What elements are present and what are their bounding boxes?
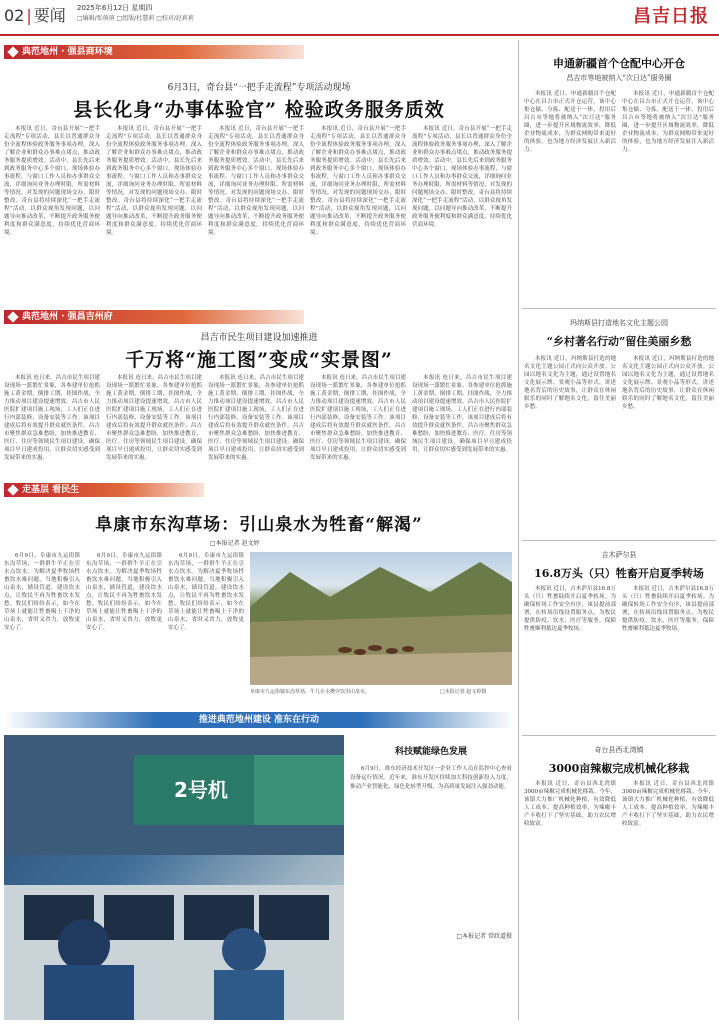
story2-column-3: 本报讯 连日来，昌吉市民生项目建设现场一派繁忙景象，各参建单位抢抓施工黄金期，倒排工期、挂图作战，全力推动项目建设提速增效。昌吉市人民医院扩建项目施工现场，工人们正在进行内部装修、设备安装等工作。该项目建成后将有效提升群众就医条件。昌吉市聚焦群众急难愁盼，加快推进教育、医疗、住房等领域民生项目建设，确保项目早日建成投用，让群众切实感受到发展带来的实惠。	[208, 375, 304, 461]
column-divider	[518, 40, 519, 1020]
page-number: 02 | 要闻	[4, 6, 66, 25]
story3-column-3: 6月9日，阜康市九运街镇东沟草场，一群群牛羊正在引水点饮水。为解决夏季牧场牲畜饮水难问题，当地积极引入山泉水，铺设管道，建设饮水点，让牧民不再为牲畜饮水发愁。牧民们纷纷表示，如今在草场上就能让牲畜喝上干净的山泉水，省时又省力，放牧更安心了。	[168, 553, 244, 631]
story2-kicker: 昌吉市民生项目建设加速推进	[200, 333, 318, 343]
side3-headline: 16.8万头（只）牲畜开启夏季转场	[534, 567, 704, 580]
story3-byline: □本报记者 赵文婷	[210, 540, 260, 547]
story4-box	[350, 740, 512, 1020]
side3-column-2: 本报讯 近日，吉木萨尔县16.8万头（只）牲畜陆续开启夏季转场。为确保转场工作安全有序，该县提前部署，在转场沿线设置服务点，为牧民提供防疫、饮水、医疗等服务，保障牲畜顺利抵达夏季牧场。	[622, 586, 714, 632]
section-banner-3: 走基层 看民生	[4, 483, 204, 497]
story3-photo-caption: 阜康市九运街镇东沟草场，牛儿在水槽旁饮用山泉水。	[250, 689, 371, 695]
story2-column-4: 本报讯 连日来，昌吉市民生项目建设现场一派繁忙景象，各参建单位抢抓施工黄金期，倒排工期、挂图作战，全力推动项目建设提速增效。昌吉市人民医院扩建项目施工现场，工人们正在进行内部装修、设备安装等工作。该项目建成后将有效提升群众就医条件。昌吉市聚焦群众急难愁盼，加快推进教育、医疗、住房等领域民生项目建设，确保项目早日建成投用，让群众切实感受到发展带来的实惠。	[310, 375, 406, 461]
story1-column-1: 本报讯 近日，奇台县开展“一把手走流程”专项活动，县长以普通群众身份全流程体验政务服务事项办理，深入了解企业和群众办事难点堵点，推动政务服务提质增效。活动中，县长先后来到政务服务中心多个窗口，现场体验办事流程，与窗口工作人员和办事群众交流，详细询问业务办理时限、所需材料等情况，对发现的问题现场交办、限时整改。奇台县将持续深化“一把手走流程”活动，以群众视角发现问题，以问题导向推动改革，不断提升政务服务便利度和群众满意度，持续优化营商环境。	[4, 126, 100, 236]
story1-column-5: 本报讯 近日，奇台县开展“一把手走流程”专项活动，县长以普通群众身份全流程体验政务服务事项办理，深入了解企业和群众办事难点堵点，推动政务服务提质增效。活动中，县长先后来到政务服务中心多个窗口，现场体验办事流程，与窗口工作人员和办事群众交流，详细询问业务办理时限、所需材料等情况，对发现的问题现场交办、限时整改。奇台县将持续深化“一把手走流程”活动，以群众视角发现问题，以问题导向推动改革，不断提升政务服务便利度和群众满意度，持续优化营商环境。	[412, 126, 512, 228]
side4-column-2: 本报讯 近日，奇台县西北湾镇3000亩辣椒完成机械化移栽。今年，该镇大力推广机械化种植，有效降低人工成本，提高种植效率，为辣椒丰产丰收打下了坚实基础，助力农民增收致富。	[622, 781, 714, 827]
story4-box-text: 6月9日，准东经济技术开发区一企业工作人员在监控中心查看设备运行情况。近年来，准东开发区持续加大科技创新投入力度，推动产业智能化、绿色化转型升级，为高质量发展注入强劲动能。	[350, 766, 512, 790]
editor-credits: □编辑/张萌萌 □组版/杜慧莉 □校对/赵莉莉	[77, 15, 194, 22]
story2-headline: 千万将“施工图”变成“实景图”	[125, 349, 393, 371]
story4-box-credit: □本报记者 常政道摄	[456, 933, 512, 940]
mountain-landscape-image	[250, 552, 512, 685]
story1-headline: 县长化身“办事体验官” 检验政务服务质效	[73, 99, 445, 121]
side2-column-2: 本报讯 近日，玛纳斯县打造的地名文化主题公园正式向公众开放。公园以地名文化为主题，通过设置地名文化展示牌、景观小品等形式，讲述地名背后的历史故事，让群众在休闲娱乐的同时了解地名文化，留住美丽乡愁。	[622, 356, 714, 410]
story1-column-4: 本报讯 近日，奇台县开展“一把手走流程”专项活动，县长以普通群众身份全流程体验政务服务事项办理，深入了解企业和群众办事难点堵点，推动政务服务提质增效。活动中，县长先后来到政务服务中心多个窗口，现场体验办事流程，与窗口工作人员和办事群众交流，详细询问业务办理时限、所需材料等情况，对发现的问题现场交办、限时整改。奇台县将持续深化“一把手走流程”活动，以群众视角发现问题，以问题导向推动改革，不断提升政务服务便利度和群众满意度，持续优化营商环境。	[310, 126, 406, 236]
pasture-photo	[250, 552, 512, 685]
section-banner-2: 典范地州 · 强昌吉州府	[4, 310, 304, 324]
side4-headline: 3000亩辣椒完成机械化移栽	[548, 762, 690, 775]
story2-column-1: 本报讯 连日来，昌吉市民生项目建设现场一派繁忙景象，各参建单位抢抓施工黄金期，倒排工期、挂图作战，全力推动项目建设提速增效。昌吉市人民医院扩建项目施工现场，工人们正在进行内部装修、设备安装等工作。该项目建成后将有效提升群众就医条件。昌吉市聚焦群众急难愁盼，加快推进教育、医疗、住房等领域民生项目建设，确保项目早日建成投用，让群众切实感受到发展带来的实惠。	[4, 375, 100, 461]
story1-column-2: 本报讯 近日，奇台县开展“一把手走流程”专项活动，县长以普通群众身份全流程体验政务服务事项办理，深入了解企业和群众办事难点堵点，推动政务服务提质增效。活动中，县长先后来到政务服务中心多个窗口，现场体验办事流程，与窗口工作人员和办事群众交流，详细询问业务办理时限、所需材料等情况，对发现的问题现场交办、限时整改。奇台县将持续深化“一把手走流程”活动，以群众视角发现问题，以问题导向推动改革，不断提升政务服务便利度和群众满意度，持续优化营商环境。	[106, 126, 202, 236]
story3-column-2: 6月9日，阜康市九运街镇东沟草场，一群群牛羊正在引水点饮水。为解决夏季牧场牲畜饮水难问题，当地积极引入山泉水，铺设管道，建设饮水点，让牧民不再为牲畜饮水发愁。牧民们纷纷表示，如今在草场上就能让牲畜喝上干净的山泉水，省时又省力，放牧更安心了。	[86, 553, 162, 631]
newspaper-logo: 昌吉日报	[633, 6, 709, 27]
side3-column-1: 本报讯 近日，吉木萨尔县16.8万头（只）牲畜陆续开启夏季转场。为确保转场工作安全有序，该县提前部署，在转场沿线设置服务点，为牧民提供防疫、饮水、医疗等服务，保障牲畜顺利抵达夏季牧场。	[524, 586, 616, 632]
story3-column-1: 6月9日，阜康市九运街镇东沟草场，一群群牛羊正在引水点饮水。为解决夏季牧场牲畜饮水难问题，当地积极引入山泉水，铺设管道，建设饮水点，让牧民不再为牲畜饮水发愁。牧民们纷纷表示，如今在草场上就能让牲畜喝上干净的山泉水，省时又省力，放牧更安心了。	[4, 553, 80, 631]
generator-unit-sign: 2号机	[174, 778, 228, 802]
side2-headline: “乡村著名行动”留住美丽乡愁	[546, 335, 692, 348]
side1-kicker: 昌吉市等地被纳入“次日达”服务圈	[566, 74, 672, 82]
side3-kicker: 吉木萨尔县	[601, 551, 637, 559]
story1-column-3: 本报讯 近日，奇台县开展“一把手走流程”专项活动，县长以普通群众身份全流程体验政务服务事项办理，深入了解企业和群众办事难点堵点，推动政务服务提质增效。活动中，县长先后来到政务服务中心多个窗口，现场体验办事流程，与窗口工作人员和办事群众交流，详细询问业务办理时限、所需材料等情况，对发现的问题现场交办、限时整改。奇台县将持续深化“一把手走流程”活动，以群众视角发现问题，以问题导向推动改革，不断提升政务服务便利度和群众满意度，持续优化营商环境。	[208, 126, 304, 236]
section-banner-1: 典范地州 · 强县商环境	[4, 45, 304, 59]
side4-kicker: 奇台县西北湾镇	[594, 746, 644, 754]
side-divider-2	[522, 540, 716, 541]
story3-headline: 阜康市东沟草场：引山泉水为牲畜“解渴”	[95, 515, 423, 535]
issue-date: 2025年6月12日 星期四	[77, 4, 153, 12]
control-room-image	[4, 735, 344, 1020]
story3-photo-credit: □本报记者 赵文婷摄	[440, 689, 487, 695]
side2-kicker: 玛纳斯县打造地名文化主题公园	[570, 319, 668, 327]
story2-column-2: 本报讯 连日来，昌吉市民生项目建设现场一派繁忙景象，各参建单位抢抓施工黄金期，倒排工期、挂图作战，全力推动项目建设提速增效。昌吉市人民医院扩建项目施工现场，工人们正在进行内部装修、设备安装等工作。该项目建成后将有效提升群众就医条件。昌吉市聚焦群众急难愁盼，加快推进教育、医疗、住房等领域民生项目建设，确保项目早日建成投用，让群众切实感受到发展带来的实惠。	[106, 375, 202, 461]
side1-column-2: 本报讯 近日，申通新疆首个仓配中心在昌吉市正式开仓运营。该中心集仓储、分拣、配送于一体，投用后昌吉市等地将被纳入“次日达”服务圈，进一步提升区域物流效率，降低企业物流成本，为群众网购带来更好的体验，也为地方经济发展注入新活力。	[622, 91, 714, 153]
side1-headline: 申通新疆首个仓配中心开仓	[553, 57, 685, 70]
story2-column-5: 本报讯 连日来，昌吉市民生项目建设现场一派繁忙景象，各参建单位抢抓施工黄金期，倒排工期、挂图作战，全力推动项目建设提速增效。昌吉市人民医院扩建项目施工现场，工人们正在进行内部装修、设备安装等工作。该项目建成后将有效提升群众就医条件。昌吉市聚焦群众急难愁盼，加快推进教育、医疗、住房等领域民生项目建设，确保项目早日建成投用，让群众切实感受到发展带来的实惠。	[412, 375, 512, 453]
story1-kicker: 6月3日，奇台县“一把手走流程”专项活动现场	[167, 83, 351, 93]
story4-box-title: 科技赋能绿色发展	[394, 747, 467, 757]
side-divider-1	[522, 308, 716, 309]
side-divider-3	[522, 735, 716, 736]
side2-column-1: 本报讯 近日，玛纳斯县打造的地名文化主题公园正式向公众开放。公园以地名文化为主题，通过设置地名文化展示牌、景观小品等形式，讲述地名背后的历史故事，让群众在休闲娱乐的同时了解地名文化，留住美丽乡愁。	[524, 356, 616, 410]
control-room-photo	[4, 735, 344, 1020]
side4-column-1: 本报讯 近日，奇台县西北湾镇3000亩辣椒完成机械化移栽。今年，该镇大力推广机械化种植，有效降低人工成本，提高种植效率，为辣椒丰产丰收打下了坚实基础，助力农民增收致富。	[524, 781, 616, 827]
side1-column-1: 本报讯 近日，申通新疆首个仓配中心在昌吉市正式开仓运营。该中心集仓储、分拣、配送于一体，投用后昌吉市等地将被纳入“次日达”服务圈，进一步提升区域物流效率，降低企业物流成本，为群众网购带来更好的体验，也为地方经济发展注入新活力。	[524, 91, 616, 153]
section-banner-4: 推进典范地州建设 准东在行动	[4, 712, 514, 728]
